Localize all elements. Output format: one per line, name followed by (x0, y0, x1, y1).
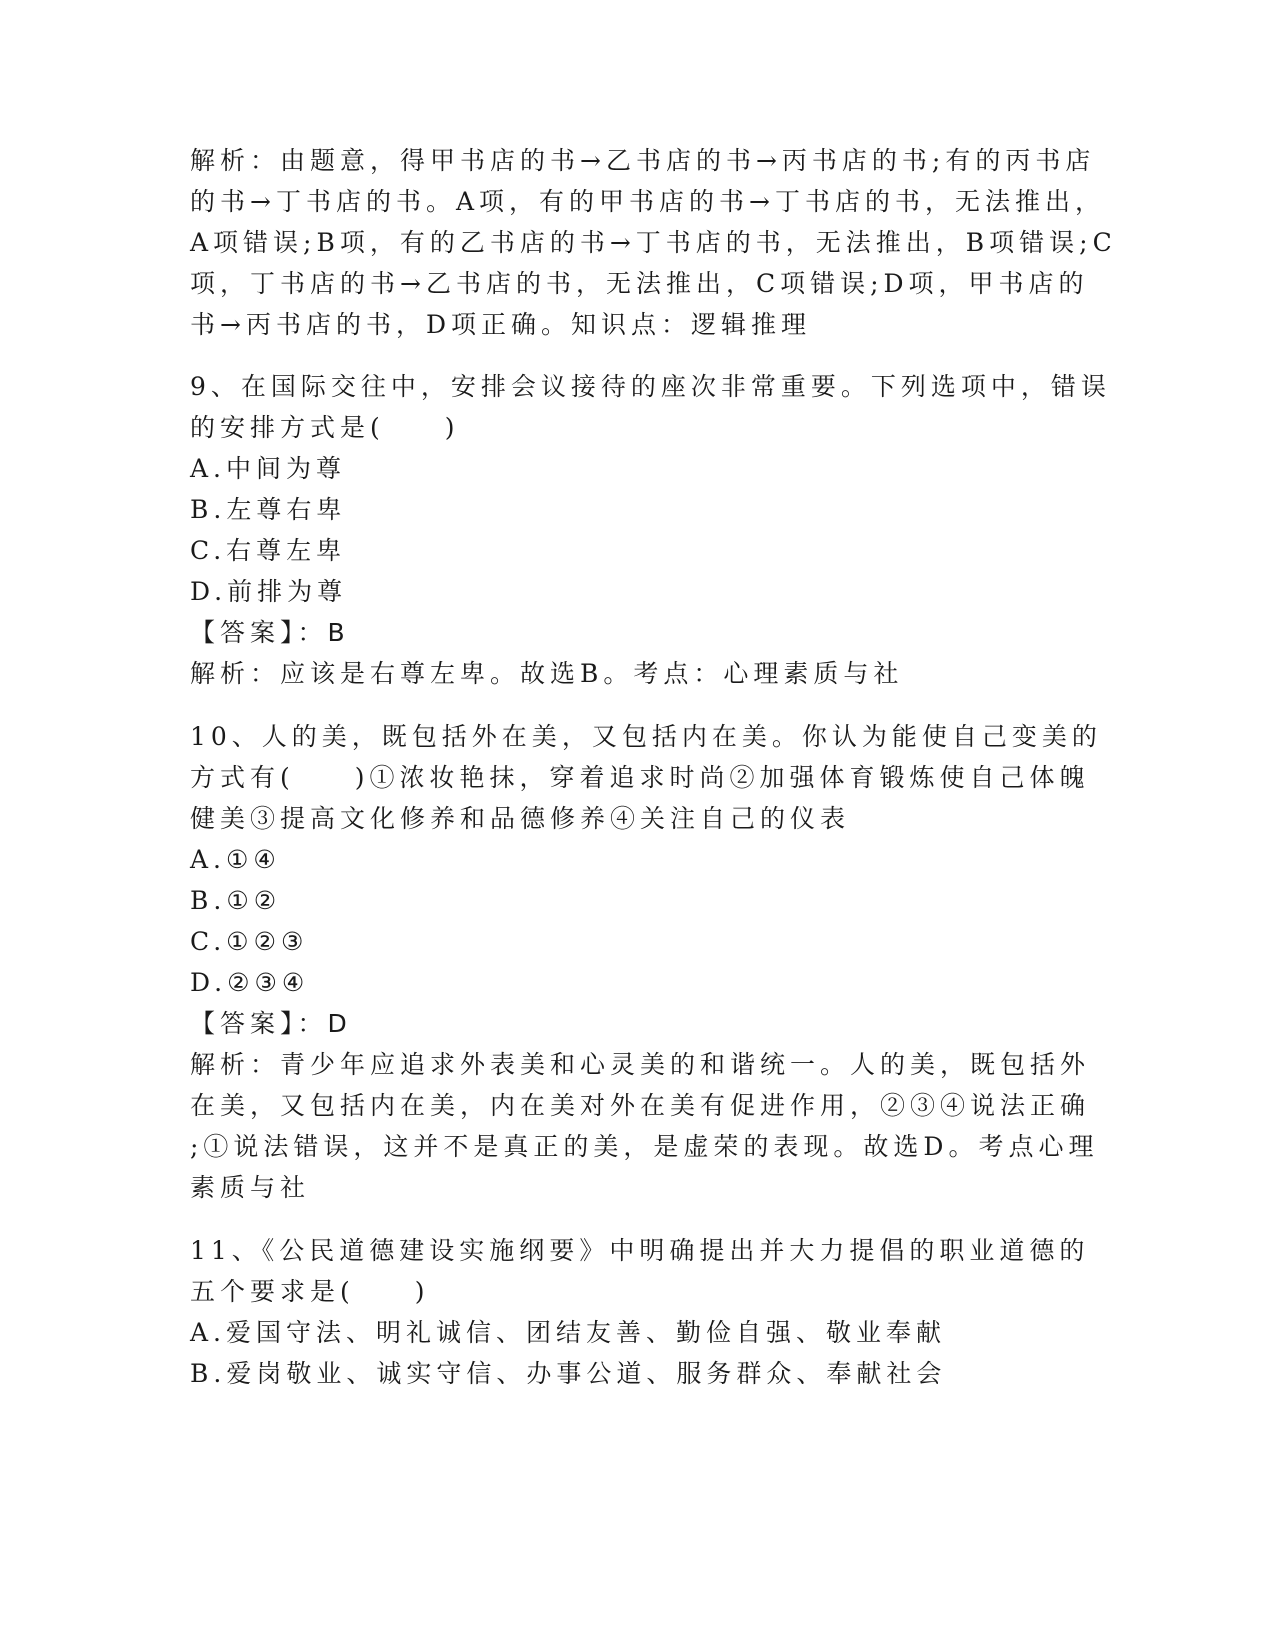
analysis-line: ;①说法错误，这并不是真正的美，是虚荣的表现。故选D。考点心理 (190, 1132, 1099, 1161)
analysis-line: 解析：应该是右尊左卑。故选B。考点：心理素质与社 (190, 659, 904, 688)
question-stem: 11、《公民道德建设实施纲要》中明确提出并大力提倡的职业道德的 (190, 1236, 1090, 1265)
option-a: A.中间为尊 (190, 454, 347, 483)
analysis-line: A项错误;B项，有的乙书店的书→丁书店的书，无法推出，B项错误;C (190, 228, 1117, 257)
question-stem: 9、在国际交往中，安排会议接待的座次非常重要。下列选项中，错误 (190, 372, 1111, 401)
analysis-line: 解析：青少年应追求外表美和心灵美的和谐统一。人的美，既包括外 (190, 1050, 1091, 1079)
question-stem: 10、人的美，既包括外在美，又包括内在美。你认为能使自己变美的 (190, 722, 1102, 751)
question-stem: 健美③提高文化修养和品德修养④关注自己的仪表 (190, 804, 851, 833)
option-b: B.①② (190, 886, 282, 915)
option-a: A.爱国守法、明礼诚信、团结友善、勤俭自强、敬业奉献 (190, 1318, 947, 1347)
analysis-line: 素质与社 (190, 1173, 311, 1202)
question-stem: 的安排方式是( ) (190, 413, 460, 442)
analysis-line: 项，丁书店的书→乙书店的书，无法推出，C项错误;D项，甲书店的 (190, 269, 1089, 298)
answer-line: 【答案】：D (190, 1009, 352, 1038)
analysis-line: 书→丙书店的书，D项正确。知识点：逻辑推理 (190, 310, 811, 339)
option-b: B.左尊右卑 (190, 495, 347, 524)
question-stem: 五个要求是( ) (190, 1277, 430, 1306)
answer-line: 【答案】：B (190, 618, 350, 647)
option-d: D.前排为尊 (190, 577, 348, 606)
option-a: A.①④ (190, 845, 281, 874)
analysis-line: 的书→丁书店的书。A项，有的甲书店的书→丁书店的书，无法推出， (190, 187, 1105, 216)
option-d: D.②③④ (190, 968, 310, 997)
analysis-line: 解析：由题意，得甲书店的书→乙书店的书→丙书店的书;有的丙书店 (190, 146, 1096, 175)
option-c: C.右尊左卑 (190, 536, 347, 565)
question-stem: 方式有( )①浓妆艳抹，穿着追求时尚②加强体育锻炼使自己体魄 (190, 763, 1090, 792)
option-c: C.①②③ (190, 927, 309, 956)
analysis-line: 在美，又包括内在美，内在美对外在美有促进作用，②③④说法正确 (190, 1091, 1091, 1120)
option-b: B.爱岗敬业、诚实守信、办事公道、服务群众、奉献社会 (190, 1359, 947, 1388)
